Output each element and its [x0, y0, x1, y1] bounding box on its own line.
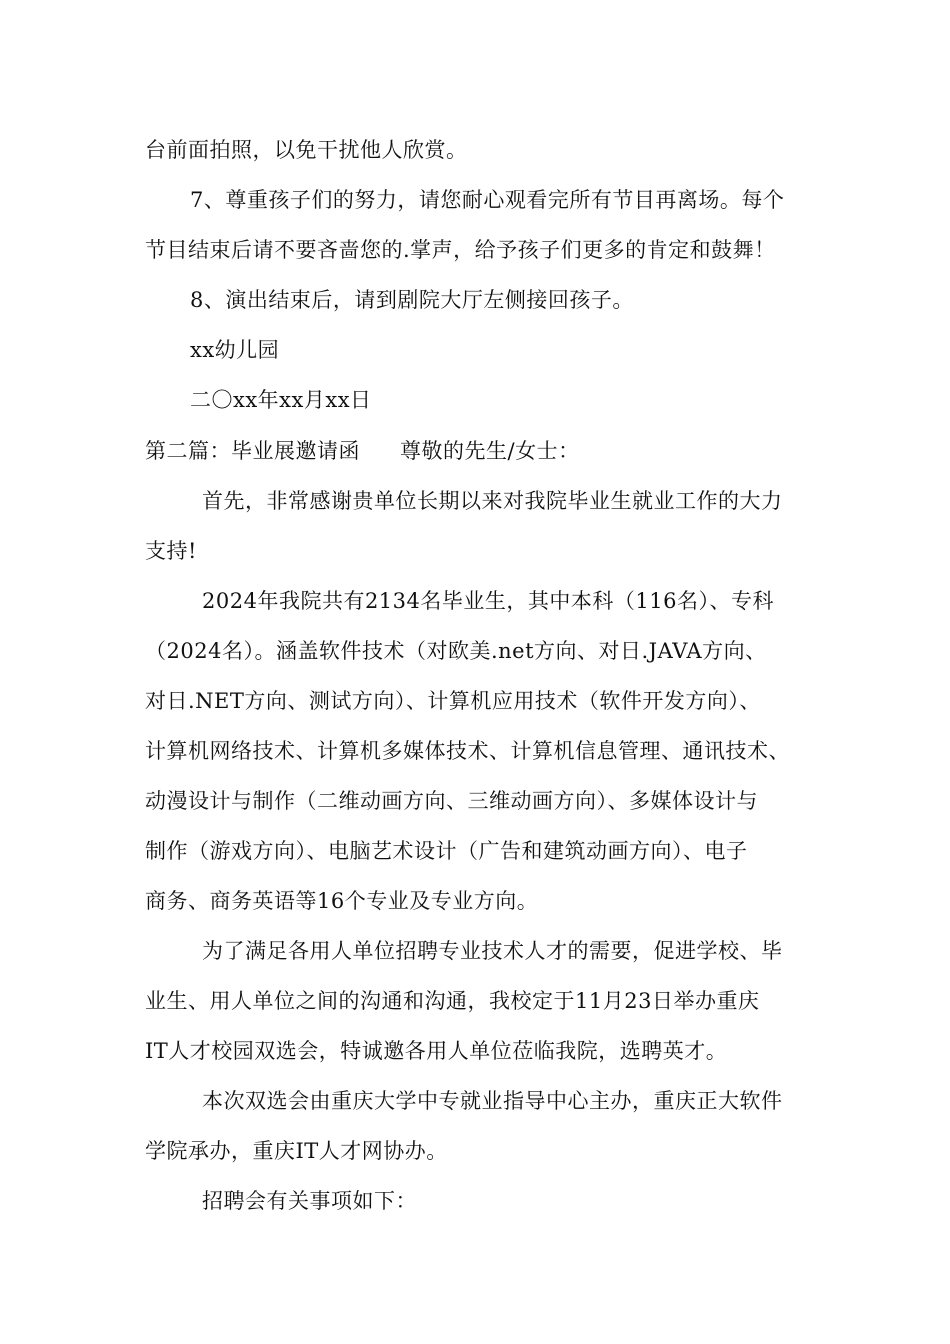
section-heading-line — [145, 437, 580, 465]
paragraph-line: 台前面拍照，以免干扰他人欣赏。 — [145, 138, 468, 162]
paragraph-line: 商务、商务英语等16个专业及专业方向。 — [145, 889, 539, 913]
signature-org: xx幼儿园 — [190, 338, 280, 362]
paragraph-line: 学院承办，重庆IT人才网协办。 — [145, 1139, 448, 1163]
paragraph-line: 制作（游戏方向）、电脑艺术设计（广告和建筑动画方向）、电子 — [145, 839, 748, 863]
paragraph-line: 节目结束后请不要吝啬您的.掌声，给予孩子们更多的肯定和鼓舞！ — [145, 238, 776, 262]
paragraph-line: IT人才校园双选会，特诚邀各用人单位莅临我院，选聘英才。 — [145, 1039, 728, 1063]
paragraph-line: 8、演出结束后，请到剧院大厅左侧接回孩子。 — [190, 288, 634, 312]
paragraph-line: 7、尊重孩子们的努力，请您耐心观看完所有节目再离场。每个 — [190, 188, 785, 212]
section-title: 第二篇：毕业展邀请函 — [145, 439, 360, 463]
paragraph-line: 2024年我院共有2134名毕业生，其中本科（116名）、专科 — [202, 589, 774, 613]
paragraph-line: 动漫设计与制作（二维动画方向、三维动画方向）、多媒体设计与 — [145, 789, 758, 813]
paragraph-line: 支持! — [145, 539, 197, 563]
signature-date: 二〇xx年xx月xx日 — [190, 388, 372, 412]
paragraph-line: 招聘会有关事项如下： — [202, 1189, 417, 1213]
paragraph-line: 首先，非常感谢贵单位长期以来对我院毕业生就业工作的大力 — [202, 489, 783, 513]
salutation: 尊敬的先生/女士： — [400, 439, 580, 463]
paragraph-line: 业生、用人单位之间的沟通和沟通，我校定于11月23日举办重庆 — [145, 989, 760, 1013]
paragraph-line: 对日.NET方向、测试方向）、计算机应用技术（软件开发方向）、 — [145, 689, 761, 713]
paragraph-line: （2024名）。涵盖软件技术（对欧美.net方向、对日.JAVA方向、 — [145, 639, 767, 663]
paragraph-line: 计算机网络技术、计算机多媒体技术、计算机信息管理、通讯技术、 — [145, 739, 790, 763]
paragraph-line: 本次双选会由重庆大学中专就业指导中心主办，重庆正大软件 — [202, 1089, 783, 1113]
paragraph-line: 为了满足各用人单位招聘专业技术人才的需要，促进学校、毕 — [202, 939, 783, 963]
